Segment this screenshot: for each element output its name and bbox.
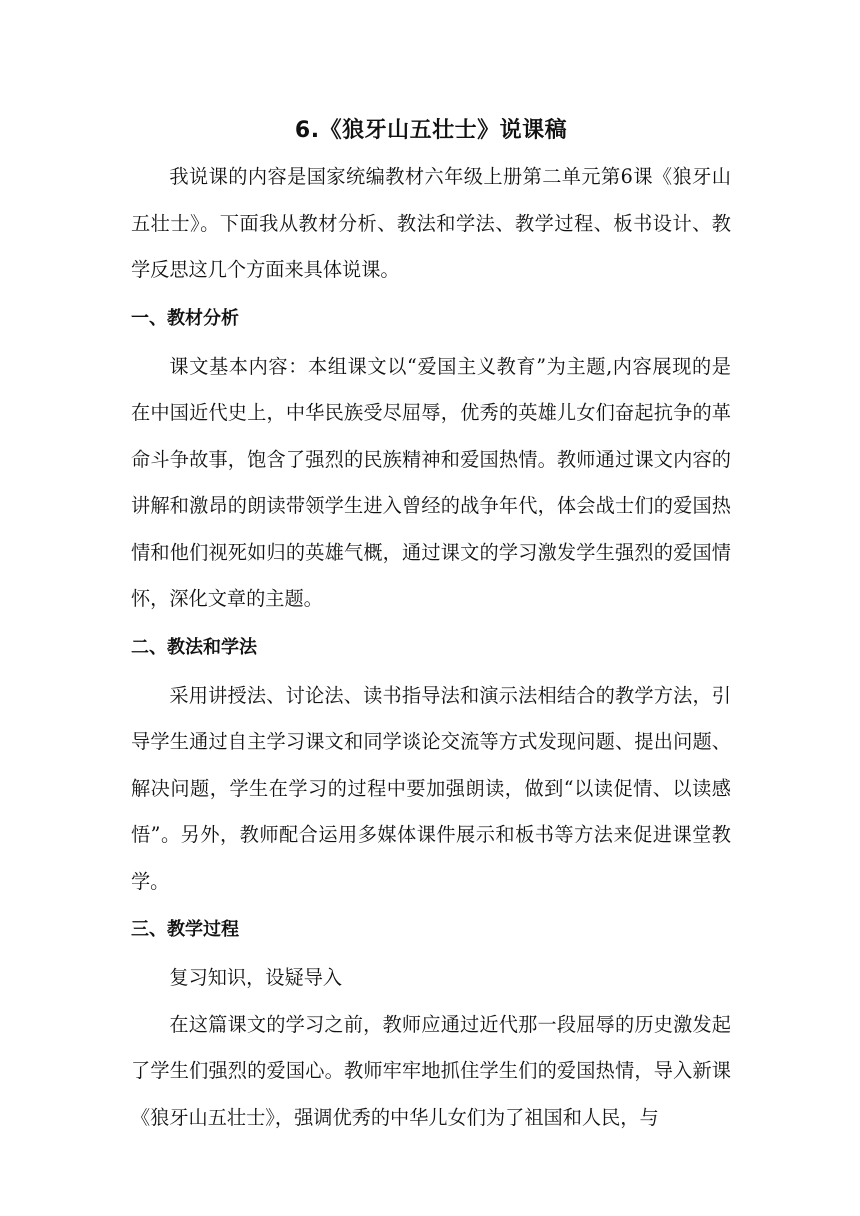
teaching-methods-paragraph: 采用讲授法、讨论法、读书指导法和演示法相结合的教学方法，引导学生通过自主学习课文和同学谈论交流等方式发现问题、提出问题、解决问题，学生在学习的过程中要加强朗读，做到“以读促情、以读感悟”。另外，教师配合运用多媒体课件展示和板书等方法来促进课堂教学。: [131, 683, 731, 893]
teaching-process-paragraph: 在这篇课文的学习之前，教师应通过近代那一段屈辱的历史激发起了学生们强烈的爱国心。教师牢牢地抓住学生们的爱国热情，导入新课《狼牙山五壮士》，强调优秀的中华儿女们为了祖国和人民，与: [131, 1012, 731, 1129]
teaching-process-subheading: 复习知识，设疑导入: [169, 966, 343, 989]
textbook-analysis-paragraph: 课文基本内容：本组课文以“爱国主义教育”为主题,内容展现的是在中国近代史上，中华民族受尽屈辱，优秀的英雄儿女们奋起抗争的革命斗争故事，饱含了强烈的民族精神和爱国热情。教师通过课文内容的讲解和激昂的朗读带领学生进入曾经的战争年代，体会战士们的爱国热情和他们视死如归的英雄气概，通过课文的学习激发学生强烈的爱国情怀，深化文章的主题。: [131, 354, 731, 610]
section-heading-teaching-methods: 二、教法和学法: [131, 636, 257, 658]
document-body: [131, 108, 731, 1141]
section-heading-teaching-process: 三、教学过程: [131, 919, 239, 940]
section-heading-textbook-analysis: 一、教材分析: [131, 307, 239, 329]
document-title: 6.《狼牙山五壮士》说课稿: [294, 118, 568, 143]
intro-paragraph: 我说课的内容是国家统编教材六年级上册第二单元第6课《狼牙山五壮士》。下面我从教材分析、教法和学法、教学过程、板书设计、教学反思这几个方面来具体说课。: [131, 165, 731, 281]
